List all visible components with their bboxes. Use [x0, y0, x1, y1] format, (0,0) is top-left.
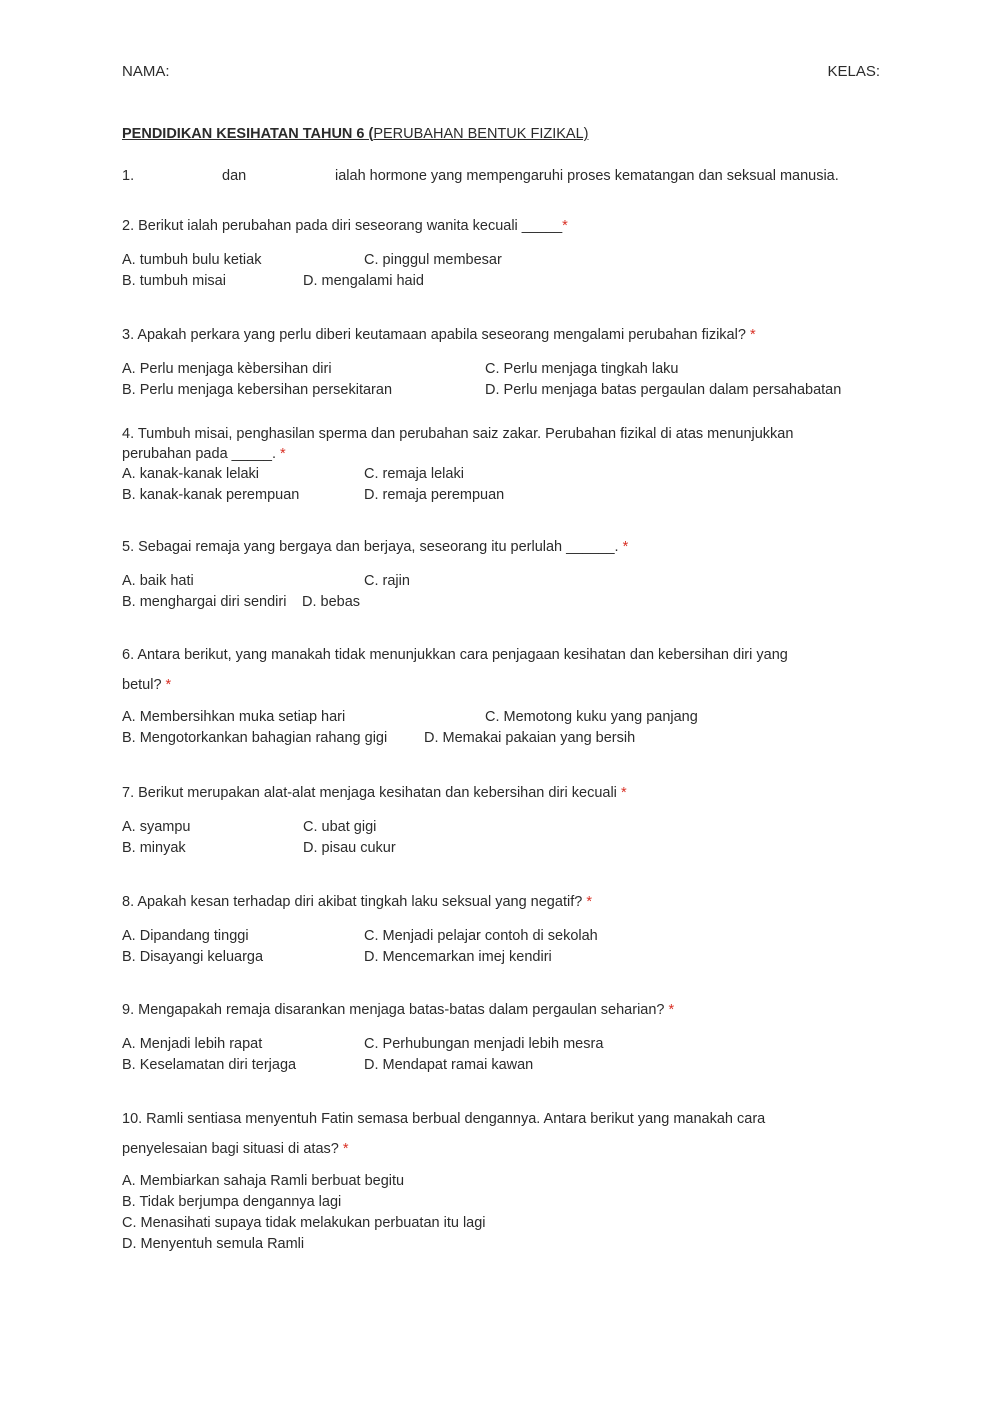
required-star: * [620, 785, 627, 801]
question-stem-line2: penyelesaian bagi situasi di atas? * [122, 1141, 349, 1157]
options [122, 1171, 882, 1255]
required-star: * [280, 446, 286, 462]
option-b: B. kanak-kanak perempuan [122, 487, 300, 503]
option-b: B. Keselamatan diri terjaga [122, 1057, 297, 1073]
option-d: D. Perlu menjaga batas pergaulan dalam persahabatan [485, 382, 842, 398]
option-d: D. Mendapat ramai kawan [364, 1057, 534, 1073]
question-3 [122, 325, 882, 401]
option-a: A. baik hati [122, 573, 194, 589]
question-stem-line1: 6. Antara berikut, yang manakah tidak menunjukkan cara penjagaan kesihatan dan kebersihan diri yang [122, 647, 788, 663]
option-a: A. tumbuh bulu ketiak [122, 252, 262, 268]
option-b: B. minyak [122, 840, 186, 856]
options [122, 571, 882, 613]
question-stem: 8. Apakah kesan terhadap diri akibat tingkah laku seksual yang negatif? * [122, 894, 592, 910]
option-c: C. ubat gigi [303, 819, 377, 835]
option-d: D. Menyentuh semula Ramli [122, 1236, 305, 1252]
question-stem: 5. Sebagai remaja yang bergaya dan berjaya, seseorang itu perlulah ______. * [122, 539, 629, 555]
question-stem-line1: 10. Ramli sentiasa menyentuh Fatin semasa berbual dengannya. Antara berikut yang manakah cara [122, 1111, 766, 1127]
question-6 [122, 640, 882, 749]
required-star: * [562, 218, 568, 234]
option-c: C. Menjadi pelajar contoh di sekolah [364, 928, 598, 944]
question-7 [122, 783, 882, 859]
option-a: A. syampu [122, 819, 191, 835]
question-2 [122, 216, 882, 292]
question-stem-line2: perubahan pada _____. * [122, 446, 286, 462]
option-b: B. Disayangi keluarga [122, 949, 264, 965]
question-5 [122, 537, 882, 613]
options [122, 817, 882, 859]
option-d: D. Mencemarkan imej kendiri [364, 949, 552, 965]
options [122, 464, 882, 506]
option-d: D. pisau cukur [303, 840, 396, 856]
question-10 [122, 1104, 882, 1255]
required-star: * [622, 539, 629, 555]
option-c: C. Memotong kuku yang panjang [485, 709, 698, 725]
option-a: A. Perlu menjaga kèbersihan diri [122, 361, 332, 377]
option-c: C. Perlu menjaga tingkah laku [485, 361, 679, 377]
option-a: A. Membersihkan muka setiap hari [122, 709, 346, 725]
question-8 [122, 892, 882, 968]
question-stem: 3. Apakah perkara yang perlu diberi keutamaan apabila seseorang mengalami perubahan fizikal? * [122, 327, 756, 343]
q1-dan: dan [222, 168, 247, 184]
question-stem: 7. Berikut merupakan alat-alat menjaga kesihatan dan kebersihan diri kecuali * [122, 785, 627, 801]
required-star: * [749, 327, 756, 343]
option-b: B. tumbuh misai [122, 273, 226, 289]
nama-label: NAMA: [122, 63, 170, 80]
option-d: D. mengalami haid [303, 273, 424, 289]
required-star: * [668, 1002, 675, 1018]
option-b: B. Perlu menjaga kebersihan persekitaran [122, 382, 393, 398]
option-c: C. remaja lelaki [364, 466, 464, 482]
option-b: B. menghargai diri sendiri [122, 594, 287, 610]
option-d: D. bebas [302, 594, 361, 610]
question-9 [122, 1000, 882, 1076]
title-bold: PENDIDIKAN KESIHATAN TAHUN 6 ( [122, 126, 374, 142]
option-c: C. Perhubungan menjadi lebih mesra [364, 1036, 604, 1052]
question-stem-line2: betul? * [122, 677, 172, 693]
option-d: D. remaja perempuan [364, 487, 505, 503]
required-star: * [586, 894, 592, 910]
required-star: * [165, 677, 172, 693]
option-c: C. pinggul membesar [364, 252, 502, 268]
page-title [122, 124, 588, 144]
question-4 [122, 424, 882, 506]
options [122, 707, 882, 749]
header [122, 62, 880, 83]
options [122, 926, 882, 968]
option-b: B. Mengotorkankan bahagian rahang gigi [122, 730, 388, 746]
options [122, 1034, 882, 1076]
q1-rest: ialah hormone yang mempengaruhi proses kematangan dan seksual manusia. [335, 168, 839, 184]
option-c: C. Menasihati supaya tidak melakukan perbuatan itu lagi [122, 1215, 486, 1231]
option-a: A. Membiarkan sahaja Ramli berbuat begitu [122, 1173, 405, 1189]
options [122, 359, 882, 401]
option-a: A. Dipandang tinggi [122, 928, 249, 944]
options [122, 250, 882, 292]
question-stem-line1: 4. Tumbuh misai, penghasilan sperma dan perubahan saiz zakar. Perubahan fizikal di atas menunjukkan [122, 426, 794, 442]
q1-number: 1. [122, 168, 135, 184]
question-stem: 9. Mengapakah remaja disarankan menjaga batas-batas dalam pergaulan seharian? * [122, 1002, 675, 1018]
question-stem: 2. Berikut ialah perubahan pada diri seseorang wanita kecuali _____* [122, 218, 568, 234]
option-c: C. rajin [364, 573, 410, 589]
option-a: A. Menjadi lebih rapat [122, 1036, 263, 1052]
option-a: A. kanak-kanak lelaki [122, 466, 260, 482]
option-b: B. Tidak berjumpa dengannya lagi [122, 1194, 342, 1210]
title-normal: PERUBAHAN BENTUK FIZIKAL) [373, 126, 589, 142]
kelas-label: KELAS: [827, 63, 880, 80]
option-d: D. Memakai pakaian yang bersih [424, 730, 636, 746]
required-star: * [342, 1141, 349, 1157]
